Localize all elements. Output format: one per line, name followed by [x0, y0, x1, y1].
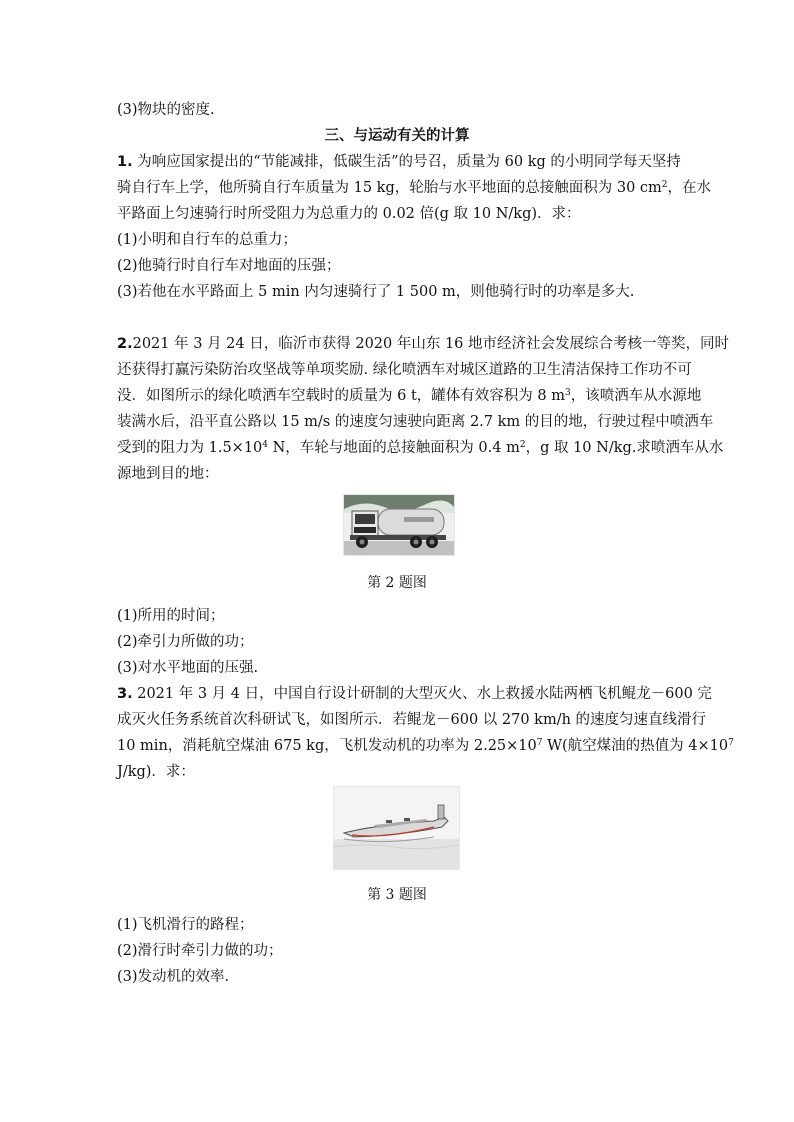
q1-subquestion-3: (3)若他在水平路面上 5 min 内匀速骑行了 1 500 m，则他骑行时的功率是多大.	[117, 284, 635, 300]
q3-number: 3.	[117, 686, 133, 702]
q2-subquestion-1: (1)所用的时间；	[117, 608, 225, 624]
q2-line-2: 还获得打赢污染防治攻坚战等单项奖励. 绿化喷洒车对城区道路的卫生清洁保持工作功不可	[117, 362, 692, 378]
q2-line-6: 源地到目的地：	[117, 466, 219, 482]
q1-line-1: 1. 为响应国家提出的“节能减排，低碳生活”的号召，质量为 60 kg 的小明同学每天坚持	[117, 154, 681, 170]
q3-line-4: J/kg)．求：	[117, 764, 195, 780]
q1-number: 1.	[117, 154, 133, 170]
q2-line-3: 没．如图所示的绿化喷洒车空载时的质量为 6 t，罐体有效容积为 8 $m^3$，该喷洒车从水源地	[117, 388, 702, 404]
q1-line-2: 骑自行车上学，他所骑自行车质量为 15 kg，轮胎与水平地面的总接触面积为 30 $cm^2$，在水	[117, 180, 712, 196]
q3-line-1: 3. 2021 年 3 月 4 日，中国自行设计研制的大型灭火、水上救援水陆两栖飞机鲲龙－600 完	[117, 686, 712, 702]
q3-subquestion-1: (1)飞机滑行的路程；	[117, 917, 254, 933]
sprinkler-truck-icon	[344, 495, 454, 555]
q1-line-3: 平路面上匀速骑行时所受阻力为总重力的 0.02 倍(g 取 10 N/kg)．求：	[117, 206, 581, 222]
q3-subquestion-2: (2)滑行时牵引力做的功；	[117, 943, 283, 959]
q1-subquestion-1: (1)小明和自行车的总重力；	[117, 232, 298, 248]
q3-line-3: 10 min，消耗航空煤油 675 kg，飞机发动机的功率为 $2.25\times 10^7$ W(航空煤油的热值为 $4\times 10^7$	[117, 738, 734, 754]
seaplane-icon	[334, 787, 459, 869]
section-title: 三、与运动有关的计算	[324, 128, 470, 144]
prev-question-subitem: (3)物块的密度.	[117, 102, 215, 118]
sprinkler-truck-image	[343, 494, 455, 556]
q3-figure-caption: 第 3 题图	[367, 887, 427, 903]
q3-subquestion-3: (3)发动机的效率.	[117, 969, 230, 985]
q2-subquestion-3: (3)对水平地面的压强.	[117, 660, 259, 676]
q2-figure-caption: 第 2 题图	[367, 575, 427, 591]
q2-number: 2.	[117, 336, 133, 352]
q2-line-5: 受到的阻力为 $1.5\times 10^4$ N，车轮与地面的总接触面积为 0.4 $m^2$，g 取 10 N/kg.求喷洒车从水	[117, 440, 724, 456]
q2-line-1: 2.2021 年 3 月 24 日，临沂市获得 2020 年山东 16 地市经济社会发展综合考核一等奖，同时	[117, 336, 730, 352]
q3-line-2: 成灭火任务系统首次科研试飞，如图所示．若鲲龙－600 以 270 km/h 的速度匀速直线滑行	[117, 712, 707, 728]
q2-line-4: 装满水后，沿平直公路以 15 m/s 的速度匀速驶向距离 2.7 km 的目的地，行驶过程中喷洒车	[117, 414, 714, 430]
q1-subquestion-2: (2)他骑行时自行车对地面的压强；	[117, 258, 341, 274]
seaplane-image	[333, 786, 460, 870]
q2-subquestion-2: (2)牵引力所做的功；	[117, 634, 254, 650]
